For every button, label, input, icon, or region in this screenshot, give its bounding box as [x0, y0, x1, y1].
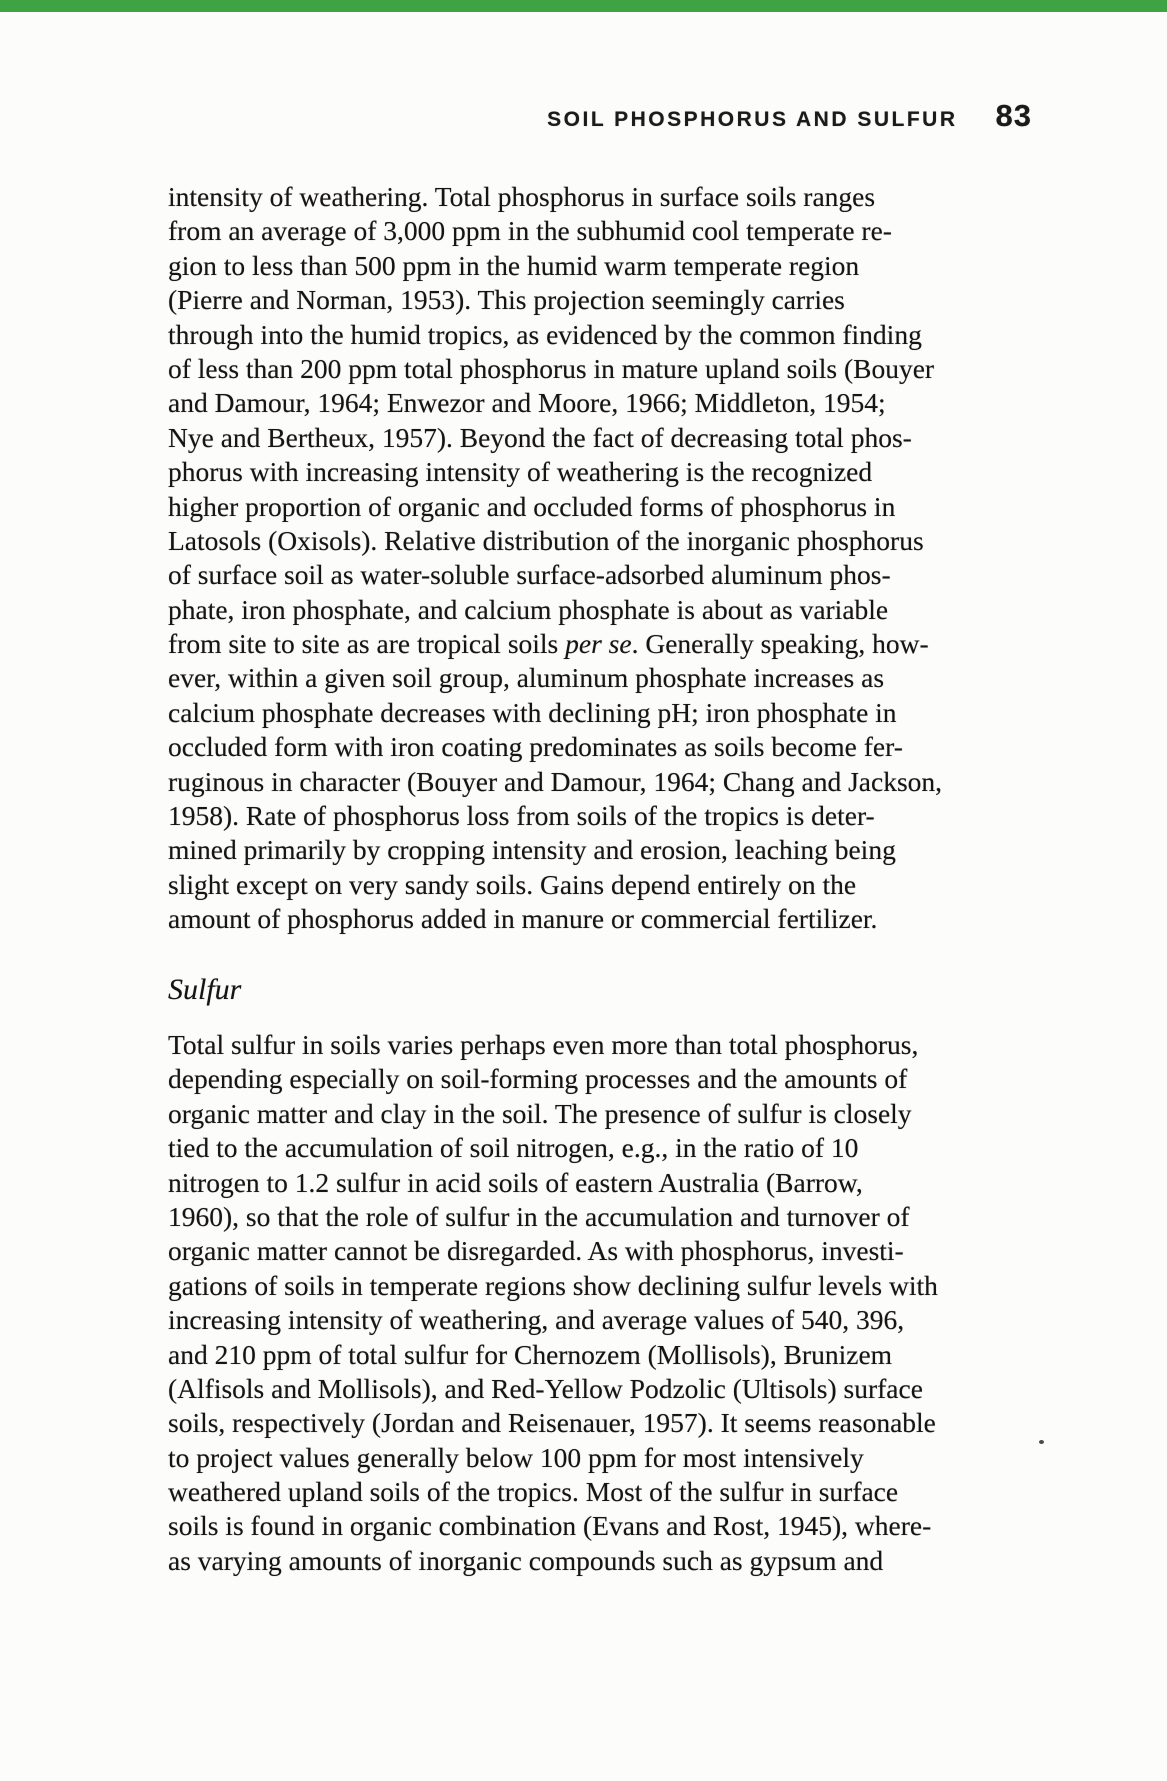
scan-speck-artifact [1039, 1440, 1044, 1444]
text-line: slight except on very sandy soils. Gains depend entirely on the [168, 868, 857, 900]
text-line: depending especially on soil-forming processes and the amounts of [168, 1063, 908, 1095]
text-line: gations of soils in temperate regions show declining sulfur levels with [168, 1269, 938, 1301]
text-line: organic matter and clay in the soil. The presence of sulfur is closely [168, 1097, 912, 1129]
text-line: phorus with increasing intensity of weathering is the recognized [168, 456, 873, 488]
text-line: 1958). Rate of phosphorus loss from soils of the tropics is deter- [168, 800, 875, 832]
text-line: gion to less than 500 ppm in the humid warm temperate region [168, 249, 860, 281]
text-line: organic matter cannot be disregarded. As with phosphorus, investi- [168, 1235, 904, 1267]
text-line: of surface soil as water-soluble surface-adsorbed aluminum phos- [168, 559, 891, 591]
page-number: 83 [995, 98, 1032, 133]
text-line: Latosols (Oxisols). Relative distribution of the inorganic phosphorus [168, 524, 924, 556]
text-line: tied to the accumulation of soil nitrogen, e.g., in the ratio of 10 [168, 1132, 859, 1164]
text-line: and 210 ppm of total sulfur for Chernozem (Mollisols), Brunizem [168, 1338, 893, 1370]
text-line: from an average of 3,000 ppm in the subhumid cool temperate re- [168, 215, 892, 247]
text-segment: . Generally speaking, how- [631, 628, 929, 660]
text-line: 1960), so that the role of sulfur in the accumulation and turnover of [168, 1200, 910, 1232]
text-line: as varying amounts of inorganic compounds such as gypsum and [168, 1544, 884, 1576]
text-line: higher proportion of organic and occluded forms of phosphorus in [168, 490, 896, 522]
text-line: calcium phosphate decreases with declining pH; iron phosphate in [168, 696, 897, 728]
text-line: intensity of weathering. Total phosphorus in surface soils ranges [168, 181, 876, 212]
latin-phrase: per se [565, 628, 632, 660]
text-line: occluded form with iron coating predominates as soils become fer- [168, 731, 903, 763]
text-line: of less than 200 ppm total phosphorus in mature upland soils (Bouyer [168, 352, 935, 384]
text-line: Total sulfur in soils varies perhaps even more than total phosphorus, [168, 1029, 919, 1060]
text-line: phate, iron phosphate, and calcium phosphate is about as variable [168, 593, 889, 625]
text-line: nitrogen to 1.2 sulfur in acid soils of eastern Australia (Barrow, [168, 1166, 863, 1198]
text-line: increasing intensity of weathering, and average values of 540, 396, [168, 1304, 905, 1336]
section-heading-sulfur: Sulfur [168, 973, 242, 1006]
text-line: ruginous in character (Bouyer and Damour, 1964; Chang and Jackson, [168, 765, 943, 797]
text-segment: from site to site as are tropical soils [168, 628, 566, 660]
text-line: Nye and Bertheux, 1957). Beyond the fact of decreasing total phos- [168, 421, 912, 453]
text-line: soils is found in organic combination (Evans and Rost, 1945), where- [168, 1510, 932, 1542]
sulfur-paragraph [168, 1028, 938, 1578]
text-line: mined primarily by cropping intensity and erosion, leaching being [168, 834, 896, 866]
running-head [0, 98, 1032, 134]
text-line: to project values generally below 100 ppm for most intensively [168, 1441, 864, 1473]
text-line: weathered upland soils of the tropics. Most of the sulfur in surface [168, 1476, 899, 1508]
text-line-with-latin-phrase [168, 627, 942, 661]
scan-edge-strip [0, 0, 1167, 12]
text-line: soils, respectively (Jordan and Reisenauer, 1957). It seems reasonable [168, 1407, 936, 1439]
text-line: through into the humid tropics, as evidenced by the common finding [168, 318, 922, 350]
text-line: ever, within a given soil group, aluminum phosphate increases as [168, 662, 885, 694]
running-head-title: SOIL PHOSPHORUS AND SULFUR [547, 108, 958, 131]
text-line: and Damour, 1964; Enwezor and Moore, 1966; Middleton, 1954; [168, 387, 886, 419]
text-line: (Alfisols and Mollisols), and Red-Yellow Podzolic (Ultisols) surface [168, 1372, 923, 1404]
text-line: (Pierre and Norman, 1953). This projection seemingly carries [168, 284, 845, 316]
phosphorus-paragraph [168, 180, 942, 937]
text-line: amount of phosphorus added in manure or commercial fertilizer. [168, 903, 878, 935]
